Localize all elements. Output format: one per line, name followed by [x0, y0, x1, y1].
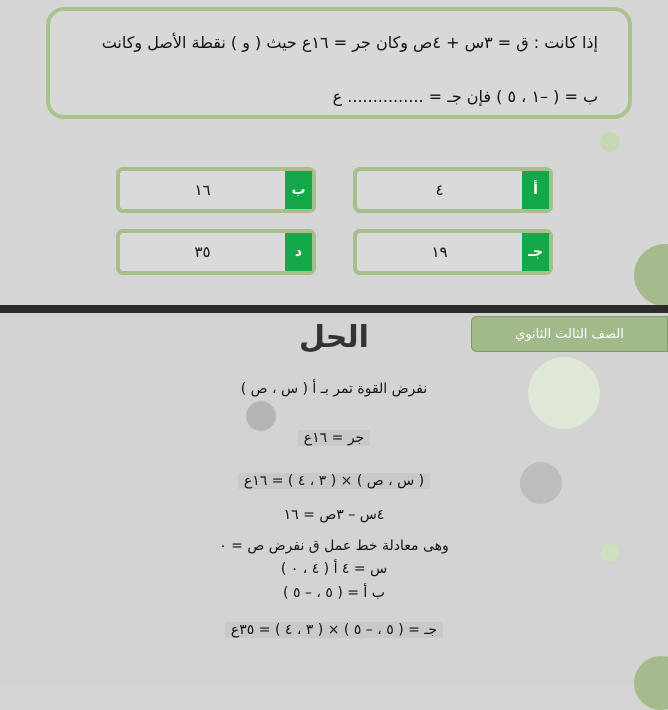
decor-circle [246, 401, 276, 431]
option-c-letter: جـ [522, 233, 549, 271]
solution-step: ب أ = ( ٥ ، – ٥ ) [283, 585, 385, 601]
solution-title: الحل [299, 320, 369, 355]
question-line-2: ب = ( –١ ، ٥ ) فإن جـ = ............... ع [332, 87, 598, 106]
option-a-letter: أ [522, 171, 549, 209]
decor-circle [634, 244, 668, 306]
question-panel [0, 0, 668, 305]
solution-step [0, 473, 668, 489]
solution-step: ٤س – ٣ص = ١٦ [283, 507, 385, 523]
option-a[interactable] [353, 167, 553, 213]
question-line-1: إذا كانت : ق = ٣س + ٤ص وكان جر = ١٦ع حيث ( و ) نقطة الأصل وكانت [101, 33, 598, 52]
option-c[interactable] [353, 229, 553, 275]
section-divider [0, 305, 668, 313]
decor-circle [634, 656, 668, 710]
solution-step [0, 622, 668, 638]
solution-step-text: ( س ، ص ) × ( ٣ ، ٤ ) = ١٦ع [238, 473, 430, 489]
solution-step: وهى معادلة خط عمل ق نفرض ص = ٠ [219, 538, 449, 554]
option-b-value: ١٦ [194, 181, 211, 199]
option-d[interactable] [116, 229, 316, 275]
option-a-value: ٤ [435, 181, 444, 199]
solution-step [0, 430, 668, 446]
option-d-value: ٣٥ [194, 243, 211, 261]
solution-step-text: جـ = ( ٥ ، – ٥ ) × ( ٣ ، ٤ ) = ٣٥ع [225, 622, 443, 638]
grade-badge: الصف الثالث الثانوي [471, 316, 668, 352]
solution-step: س = ٤ أ ( ٤ ، ٠ ) [280, 561, 388, 577]
option-c-value: ١٩ [431, 243, 448, 261]
question-box [46, 7, 632, 119]
decor-circle [600, 132, 620, 152]
solution-step-text: جر = ١٦ع [298, 430, 370, 446]
option-d-letter: د [285, 233, 312, 271]
option-b-letter: ب [285, 171, 312, 209]
solution-step: نفرض القوة تمر بـ أ ( س ، ص ) [240, 381, 428, 397]
option-b[interactable] [116, 167, 316, 213]
